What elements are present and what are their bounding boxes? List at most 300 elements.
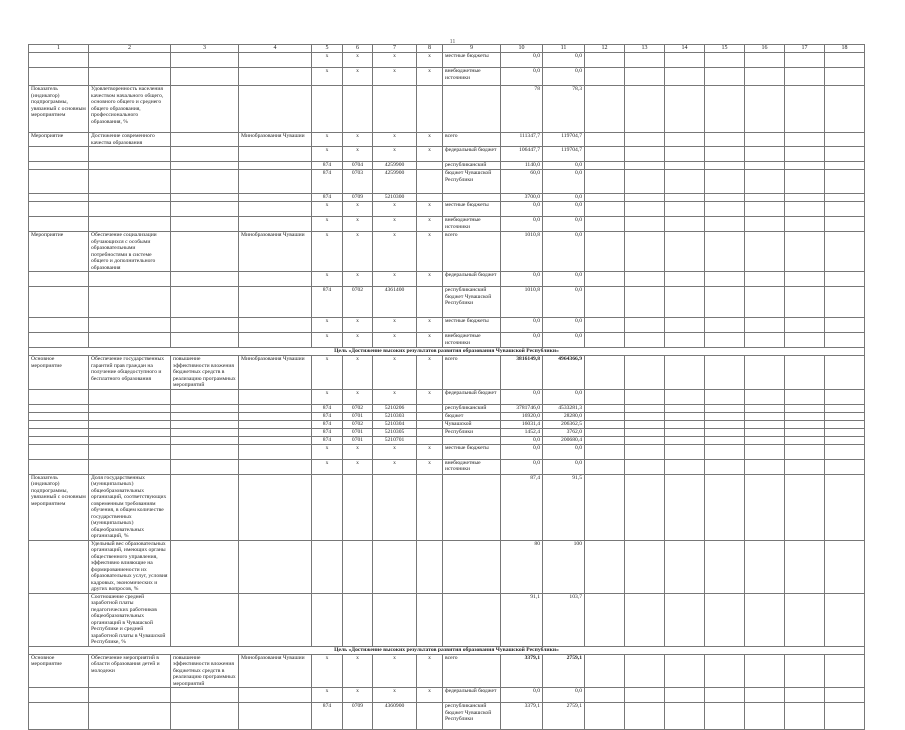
table-cell bbox=[239, 217, 312, 232]
table-cell: x bbox=[312, 68, 343, 86]
table-cell bbox=[171, 444, 239, 459]
table-cell: x bbox=[312, 389, 343, 404]
table-cell: 4259900 bbox=[373, 162, 417, 170]
table-cell: 0,0 bbox=[543, 202, 585, 217]
table-cell bbox=[785, 86, 825, 133]
table-cell bbox=[417, 593, 443, 646]
table-cell bbox=[585, 703, 625, 730]
table-cell bbox=[585, 170, 625, 194]
column-number-cell: 8 bbox=[417, 45, 443, 53]
table-cell bbox=[825, 194, 865, 202]
table-cell bbox=[705, 232, 745, 272]
table-cell bbox=[705, 217, 745, 232]
table-cell: x bbox=[373, 654, 417, 688]
table-cell bbox=[239, 86, 312, 133]
table-cell bbox=[585, 593, 625, 646]
table-cell: Показатель (индикатор) подпрограммы, увязанный с основным мероприятием bbox=[29, 86, 89, 133]
table-cell bbox=[585, 147, 625, 162]
table-row bbox=[29, 459, 865, 474]
table-cell bbox=[705, 474, 745, 540]
table-cell bbox=[745, 688, 785, 703]
table-cell: x bbox=[343, 688, 373, 703]
table-cell bbox=[239, 170, 312, 194]
table-cell bbox=[239, 389, 312, 404]
table-cell: 874 bbox=[312, 436, 343, 444]
table-cell bbox=[665, 404, 705, 412]
table-cell bbox=[745, 459, 785, 474]
table-cell: x bbox=[417, 654, 443, 688]
table-cell bbox=[89, 389, 171, 404]
table-cell bbox=[625, 412, 665, 420]
table-cell bbox=[585, 133, 625, 147]
table-cell: 5210206 bbox=[373, 404, 417, 412]
table-cell bbox=[171, 420, 239, 428]
table-cell: x bbox=[417, 53, 443, 68]
table-cell bbox=[239, 202, 312, 217]
table-cell: x bbox=[312, 654, 343, 688]
table-cell bbox=[705, 703, 745, 730]
table-cell bbox=[625, 333, 665, 348]
table-cell bbox=[89, 436, 171, 444]
table-cell: 1010,8 bbox=[501, 287, 543, 318]
table-cell bbox=[239, 412, 312, 420]
goal-row bbox=[29, 646, 865, 654]
table-cell bbox=[625, 318, 665, 333]
table-cell bbox=[745, 654, 785, 688]
table-cell bbox=[417, 170, 443, 194]
table-cell bbox=[825, 133, 865, 147]
table-cell bbox=[239, 474, 312, 540]
table-cell bbox=[239, 147, 312, 162]
table-cell bbox=[585, 428, 625, 436]
table-cell bbox=[625, 389, 665, 404]
table-cell bbox=[417, 436, 443, 444]
table-cell: 0,0 bbox=[543, 287, 585, 318]
table-cell bbox=[745, 474, 785, 540]
table-cell bbox=[585, 404, 625, 412]
table-cell bbox=[585, 654, 625, 688]
table-cell: 1140,0 bbox=[501, 162, 543, 170]
column-number-cell: 4 bbox=[239, 45, 312, 53]
table-cell bbox=[625, 86, 665, 133]
table-cell bbox=[825, 540, 865, 593]
table-cell: республиканский бюджет Чувашской Республики bbox=[443, 703, 501, 730]
table-cell: 0,0 bbox=[543, 68, 585, 86]
table-cell bbox=[825, 688, 865, 703]
table-cell: 3700,0 bbox=[501, 194, 543, 202]
table-cell bbox=[171, 459, 239, 474]
table-cell bbox=[705, 287, 745, 318]
table-cell bbox=[745, 147, 785, 162]
table-cell bbox=[239, 318, 312, 333]
table-cell: x bbox=[312, 333, 343, 348]
table-cell: 0,0 bbox=[501, 459, 543, 474]
table-cell bbox=[417, 162, 443, 170]
table-cell bbox=[29, 194, 89, 202]
table-cell bbox=[312, 86, 343, 133]
table-cell: 0,0 bbox=[501, 333, 543, 348]
table-cell bbox=[825, 53, 865, 68]
table-cell: всего bbox=[443, 232, 501, 272]
table-row bbox=[29, 420, 865, 428]
table-cell bbox=[745, 217, 785, 232]
table-cell bbox=[239, 688, 312, 703]
table-cell bbox=[171, 436, 239, 444]
table-cell bbox=[785, 459, 825, 474]
table-cell bbox=[239, 404, 312, 412]
table-cell bbox=[417, 194, 443, 202]
table-cell bbox=[825, 428, 865, 436]
table-row bbox=[29, 333, 865, 348]
table-row bbox=[29, 593, 865, 646]
table-cell bbox=[171, 688, 239, 703]
table-cell bbox=[625, 459, 665, 474]
table-row bbox=[29, 232, 865, 272]
table-cell: 0701 bbox=[343, 428, 373, 436]
table-cell bbox=[705, 540, 745, 593]
table-cell bbox=[825, 356, 865, 390]
table-cell bbox=[745, 356, 785, 390]
table-cell: x bbox=[417, 68, 443, 86]
table-cell bbox=[625, 356, 665, 390]
table-cell bbox=[665, 333, 705, 348]
table-cell: 0,0 bbox=[543, 459, 585, 474]
table-cell bbox=[705, 412, 745, 420]
table-cell bbox=[745, 202, 785, 217]
table-cell bbox=[665, 356, 705, 390]
table-cell bbox=[343, 593, 373, 646]
table-cell bbox=[585, 389, 625, 404]
table-cell bbox=[89, 333, 171, 348]
table-cell bbox=[625, 272, 665, 287]
table-cell bbox=[665, 318, 705, 333]
table-cell bbox=[785, 389, 825, 404]
table-cell bbox=[705, 389, 745, 404]
table-cell: x bbox=[343, 318, 373, 333]
table-cell: 874 bbox=[312, 703, 343, 730]
table-cell bbox=[785, 170, 825, 194]
table-cell bbox=[89, 287, 171, 318]
table-cell: 0,0 bbox=[501, 389, 543, 404]
table-cell bbox=[343, 474, 373, 540]
table-cell bbox=[785, 428, 825, 436]
table-cell bbox=[785, 703, 825, 730]
table-cell bbox=[29, 593, 89, 646]
table-cell bbox=[29, 540, 89, 593]
table-cell bbox=[239, 459, 312, 474]
table-cell bbox=[585, 272, 625, 287]
table-cell bbox=[745, 162, 785, 170]
table-cell: x bbox=[417, 217, 443, 232]
table-cell bbox=[89, 53, 171, 68]
table-cell bbox=[785, 147, 825, 162]
table-cell: 874 bbox=[312, 428, 343, 436]
table-cell: x bbox=[312, 232, 343, 272]
table-cell: x bbox=[343, 202, 373, 217]
table-cell bbox=[585, 356, 625, 390]
table-cell: республиканский bbox=[443, 404, 501, 412]
table-cell bbox=[665, 389, 705, 404]
table-cell bbox=[585, 444, 625, 459]
table-cell bbox=[373, 593, 417, 646]
table-row bbox=[29, 53, 865, 68]
table-cell: 78,3 bbox=[543, 86, 585, 133]
table-cell: Чувашской bbox=[443, 420, 501, 428]
table-cell bbox=[239, 420, 312, 428]
table-cell bbox=[171, 162, 239, 170]
table-cell bbox=[745, 412, 785, 420]
table-cell bbox=[89, 420, 171, 428]
table-cell: x bbox=[417, 232, 443, 272]
table-cell: 1452,4 bbox=[501, 428, 543, 436]
table-cell bbox=[665, 53, 705, 68]
table-cell bbox=[417, 540, 443, 593]
table-cell bbox=[825, 703, 865, 730]
table-cell: внебюджетные источники bbox=[443, 68, 501, 86]
table-cell: 100 bbox=[543, 540, 585, 593]
table-cell bbox=[665, 703, 705, 730]
table-row bbox=[29, 654, 865, 688]
table-cell: 200680,4 bbox=[543, 436, 585, 444]
table-cell: 2759,1 bbox=[543, 703, 585, 730]
table-cell: x bbox=[417, 444, 443, 459]
budget-table-body bbox=[29, 45, 865, 730]
table-cell bbox=[239, 436, 312, 444]
table-cell: x bbox=[373, 53, 417, 68]
table-cell bbox=[785, 53, 825, 68]
table-cell: x bbox=[373, 232, 417, 272]
table-cell bbox=[625, 703, 665, 730]
table-cell bbox=[29, 444, 89, 459]
table-cell: Мероприятие bbox=[29, 133, 89, 147]
table-cell bbox=[745, 287, 785, 318]
table-cell: x bbox=[417, 333, 443, 348]
table-cell: Обеспечение государственных гарантий прав граждан на получение общедоступного и бесплатного образования bbox=[89, 356, 171, 390]
budget-table bbox=[28, 44, 865, 730]
table-cell bbox=[825, 217, 865, 232]
table-cell: федеральный бюджет bbox=[443, 688, 501, 703]
table-cell bbox=[745, 170, 785, 194]
table-cell bbox=[665, 162, 705, 170]
table-cell: x bbox=[343, 459, 373, 474]
table-cell bbox=[705, 133, 745, 147]
table-cell: 0701 bbox=[343, 436, 373, 444]
table-cell bbox=[705, 194, 745, 202]
table-row bbox=[29, 412, 865, 420]
table-cell bbox=[785, 202, 825, 217]
table-cell: Обеспечение мероприятий в области образования детей и молодежи bbox=[89, 654, 171, 688]
table-cell bbox=[239, 53, 312, 68]
table-cell bbox=[171, 287, 239, 318]
table-row bbox=[29, 217, 865, 232]
table-cell bbox=[785, 272, 825, 287]
table-cell bbox=[745, 232, 785, 272]
table-cell: x bbox=[312, 444, 343, 459]
table-cell bbox=[239, 703, 312, 730]
table-cell bbox=[29, 202, 89, 217]
table-cell: x bbox=[373, 68, 417, 86]
table-cell bbox=[171, 474, 239, 540]
table-cell: x bbox=[343, 68, 373, 86]
table-cell: 0702 bbox=[343, 420, 373, 428]
table-cell bbox=[665, 474, 705, 540]
table-cell bbox=[745, 420, 785, 428]
table-row bbox=[29, 147, 865, 162]
table-cell: 0,0 bbox=[543, 272, 585, 287]
table-cell: 28280,0 bbox=[543, 412, 585, 420]
table-cell: x bbox=[312, 217, 343, 232]
table-cell bbox=[585, 474, 625, 540]
table-cell bbox=[785, 162, 825, 170]
table-cell: x bbox=[373, 272, 417, 287]
table-cell bbox=[705, 162, 745, 170]
table-cell bbox=[665, 287, 705, 318]
table-cell: Удельный вес образовательных организаций, имеющих органы общественного управления, эффективно влияющие на формированиености их образовательных услуг, условия кадровых, экономических и других вопросов, % bbox=[89, 540, 171, 593]
table-cell: внебюджетные источники bbox=[443, 333, 501, 348]
table-row bbox=[29, 287, 865, 318]
table-cell bbox=[443, 540, 501, 593]
table-cell bbox=[745, 703, 785, 730]
table-cell: x bbox=[343, 356, 373, 390]
goal-row bbox=[29, 348, 865, 356]
table-cell: 0,0 bbox=[543, 53, 585, 68]
table-cell bbox=[785, 68, 825, 86]
table-cell bbox=[29, 412, 89, 420]
table-cell: 206362,5 bbox=[543, 420, 585, 428]
table-cell: x bbox=[343, 333, 373, 348]
table-cell bbox=[705, 654, 745, 688]
table-cell bbox=[585, 217, 625, 232]
table-cell bbox=[171, 194, 239, 202]
table-cell bbox=[785, 217, 825, 232]
table-cell: 16920,0 bbox=[501, 412, 543, 420]
table-cell bbox=[417, 287, 443, 318]
table-cell: x bbox=[343, 53, 373, 68]
table-cell: 5210303 bbox=[373, 412, 417, 420]
table-cell bbox=[89, 217, 171, 232]
table-cell bbox=[785, 404, 825, 412]
table-cell bbox=[443, 436, 501, 444]
table-cell bbox=[705, 404, 745, 412]
table-cell: x bbox=[343, 147, 373, 162]
table-cell bbox=[29, 436, 89, 444]
table-cell bbox=[343, 540, 373, 593]
table-cell bbox=[665, 194, 705, 202]
table-cell bbox=[825, 436, 865, 444]
column-number-cell: 11 bbox=[543, 45, 585, 53]
table-cell: Достижение современного качества образования bbox=[89, 133, 171, 147]
column-number-cell: 3 bbox=[171, 45, 239, 53]
table-cell: 0702 bbox=[343, 287, 373, 318]
table-cell bbox=[665, 202, 705, 217]
table-cell: x bbox=[417, 459, 443, 474]
table-cell: Показатель (индикатор) подпрограммы, увязанный с основным мероприятием bbox=[29, 474, 89, 540]
table-cell bbox=[585, 86, 625, 133]
table-cell bbox=[443, 474, 501, 540]
table-cell bbox=[585, 459, 625, 474]
table-cell bbox=[785, 232, 825, 272]
table-cell bbox=[239, 428, 312, 436]
table-cell: x bbox=[417, 318, 443, 333]
table-cell: Мероприятие bbox=[29, 232, 89, 272]
table-cell bbox=[29, 420, 89, 428]
table-cell bbox=[745, 272, 785, 287]
table-cell bbox=[417, 428, 443, 436]
table-cell: 0,0 bbox=[501, 272, 543, 287]
table-cell bbox=[89, 318, 171, 333]
table-cell bbox=[825, 593, 865, 646]
table-cell: Доля государственных (муниципальных) общеобразовательных организаций, соответствующих современным требованиям обучения, в общем количестве государственных (муниципальных) общеобразовательных организаций, % bbox=[89, 474, 171, 540]
column-number-cell: 14 bbox=[665, 45, 705, 53]
column-number-cell: 7 bbox=[373, 45, 417, 53]
table-cell: федеральный бюджет bbox=[443, 272, 501, 287]
table-cell: 87,4 bbox=[501, 474, 543, 540]
table-cell bbox=[625, 202, 665, 217]
table-cell bbox=[625, 147, 665, 162]
table-row bbox=[29, 170, 865, 194]
table-cell: x bbox=[373, 147, 417, 162]
column-number-cell: 10 bbox=[501, 45, 543, 53]
table-cell: 4361400 bbox=[373, 287, 417, 318]
table-cell: 0,0 bbox=[543, 688, 585, 703]
table-cell bbox=[785, 593, 825, 646]
table-row bbox=[29, 272, 865, 287]
table-cell bbox=[665, 688, 705, 703]
table-cell bbox=[825, 412, 865, 420]
table-cell: x bbox=[417, 133, 443, 147]
table-cell bbox=[29, 272, 89, 287]
table-cell bbox=[29, 318, 89, 333]
table-cell: 0,0 bbox=[543, 162, 585, 170]
table-cell: 78 bbox=[501, 86, 543, 133]
table-cell bbox=[239, 540, 312, 593]
table-cell bbox=[625, 217, 665, 232]
column-number-cell: 13 bbox=[625, 45, 665, 53]
table-cell bbox=[585, 194, 625, 202]
table-cell bbox=[665, 232, 705, 272]
table-cell: 4259900 bbox=[373, 170, 417, 194]
table-cell bbox=[29, 404, 89, 412]
table-cell bbox=[625, 287, 665, 318]
table-cell: x bbox=[373, 217, 417, 232]
table-cell: Удовлетворенность населения качеством начального общего, основного общего и среднего общего образования, профессионального образования, % bbox=[89, 86, 171, 133]
table-cell bbox=[625, 133, 665, 147]
table-cell: Республики bbox=[443, 428, 501, 436]
table-cell: Минобразования Чувашии bbox=[239, 356, 312, 390]
table-cell: 0701 bbox=[343, 412, 373, 420]
table-cell: 0,0 bbox=[543, 333, 585, 348]
table-cell bbox=[625, 53, 665, 68]
table-cell: x bbox=[312, 318, 343, 333]
table-cell bbox=[373, 540, 417, 593]
table-cell bbox=[171, 703, 239, 730]
table-cell bbox=[825, 389, 865, 404]
table-cell bbox=[585, 436, 625, 444]
table-cell bbox=[312, 474, 343, 540]
table-cell bbox=[825, 654, 865, 688]
table-cell: x bbox=[312, 133, 343, 147]
table-cell: x bbox=[373, 133, 417, 147]
table-cell bbox=[745, 404, 785, 412]
table-cell: 5210701 bbox=[373, 436, 417, 444]
table-cell: республиканский bbox=[443, 162, 501, 170]
table-cell: x bbox=[312, 272, 343, 287]
table-cell: x bbox=[343, 217, 373, 232]
table-cell bbox=[665, 68, 705, 86]
table-row bbox=[29, 318, 865, 333]
table-cell: 80 bbox=[501, 540, 543, 593]
table-cell: 119704,7 bbox=[543, 147, 585, 162]
